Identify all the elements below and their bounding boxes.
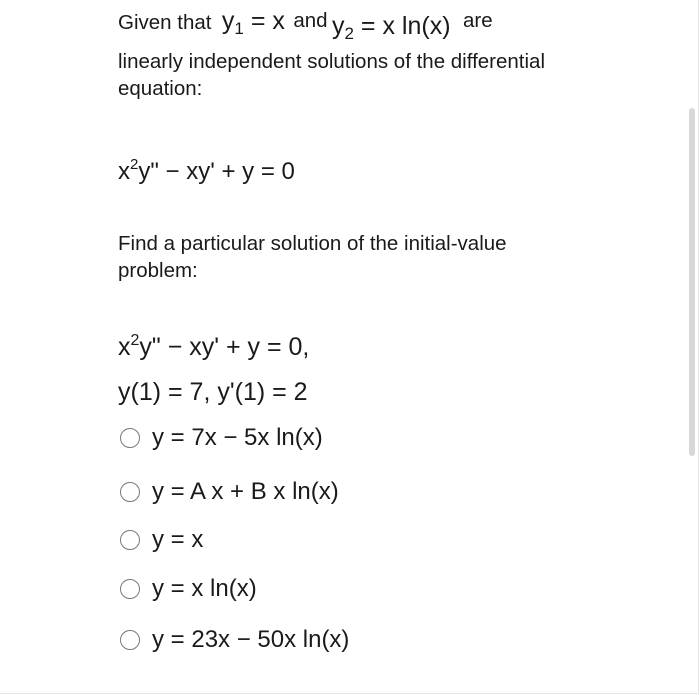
eq-rest: y" − xy' + y = 0 [138, 158, 295, 185]
y2-rhs: = x ln(x) [353, 12, 451, 40]
ivp-rest: y" − xy' + y = 0, [139, 333, 310, 361]
option-label: y = x ln(x) [152, 575, 257, 602]
differential-equation [118, 158, 295, 186]
intro-line-1 [118, 7, 493, 47]
y2-subscript: 2 [344, 24, 354, 43]
option-1[interactable] [120, 420, 323, 456]
option-label: y = x [152, 526, 204, 553]
prompt-line-2: problem: [118, 259, 198, 282]
eq-exponent: 2 [130, 156, 139, 173]
option-label: y = A x + B x ln(x) [152, 478, 339, 505]
option-label: y = 7x − 5x ln(x) [152, 424, 323, 451]
y1-subscript: 1 [234, 19, 244, 38]
eq-x: x [118, 158, 130, 185]
scrollbar[interactable] [689, 108, 695, 456]
option-label: y = 23x − 50x ln(x) [152, 626, 350, 653]
ivp-x: x [118, 333, 131, 361]
y1-symbol [221, 7, 244, 38]
radio-button[interactable] [120, 482, 140, 502]
option-4[interactable] [120, 571, 257, 607]
radio-button[interactable] [120, 530, 140, 550]
radio-button[interactable] [120, 579, 140, 599]
prompt-line-1: Find a particular solution of the initial-value [118, 232, 507, 255]
ivp-exponent: 2 [130, 332, 140, 349]
given-that-text: Given that [118, 11, 212, 34]
intro-line-2: linearly independent solutions of the differential [118, 50, 545, 73]
option-3[interactable] [120, 522, 203, 558]
and-text: and [293, 9, 328, 32]
option-5[interactable] [120, 622, 349, 658]
option-2[interactable] [120, 474, 339, 510]
y2-letter: y [332, 12, 345, 40]
initial-conditions: y(1) = 7, y'(1) = 2 [118, 378, 308, 406]
radio-button[interactable] [120, 630, 140, 650]
y2-symbol [332, 12, 354, 43]
are-text: are [462, 9, 493, 32]
radio-button[interactable] [120, 428, 140, 448]
ivp-equation [118, 333, 309, 362]
y1-letter: y [221, 7, 235, 35]
y1-rhs: = x [243, 7, 285, 35]
intro-line-3: equation: [118, 77, 203, 100]
